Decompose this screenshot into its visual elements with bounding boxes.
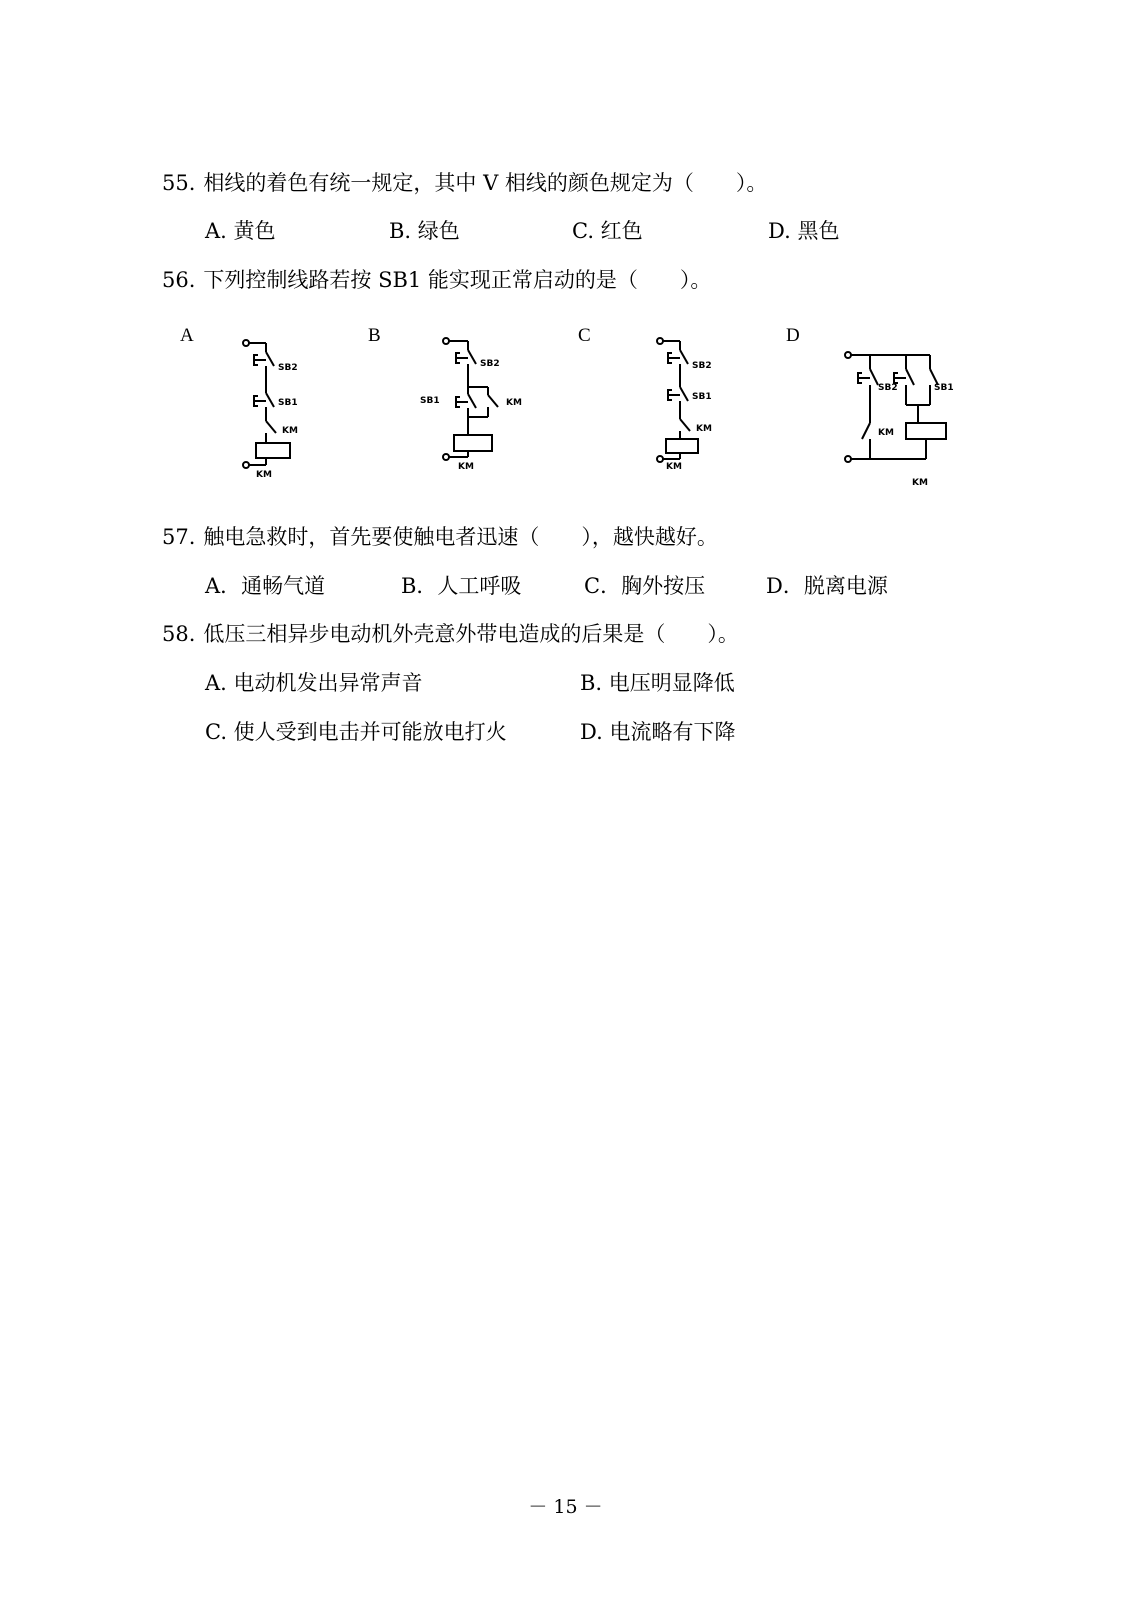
question-number: 57. <box>162 525 196 549</box>
question-55 <box>162 167 767 197</box>
question-58 <box>162 618 739 648</box>
km-coil-label: KM <box>256 470 272 480</box>
question-text: 相线的着色有统一规定，其中 V 相线的颜色规定为（ ）。 <box>203 171 768 195</box>
question-number: 55. <box>162 171 196 195</box>
question-number: 58. <box>162 622 196 646</box>
circuit-diagram-b <box>420 335 540 475</box>
option-55-b[interactable]: B. 绿色 <box>389 219 460 243</box>
circuit-label-d[interactable]: D <box>786 325 800 346</box>
option-58-c[interactable]: C. 使人受到电击并可能放电打火 <box>205 720 507 744</box>
km-coil-label: KM <box>666 462 682 472</box>
option-55-d[interactable]: D. 黑色 <box>768 219 840 243</box>
question-number: 56. <box>162 268 196 292</box>
km-contact-label: KM <box>878 428 894 438</box>
sb1-label: SB1 <box>934 383 954 393</box>
sb2-label: SB2 <box>480 359 500 369</box>
option-57-d[interactable]: D．脱离电源 <box>766 574 888 598</box>
circuit-label-a[interactable]: A <box>180 325 194 346</box>
km-coil-label: KM <box>912 478 928 488</box>
sb2-label: SB2 <box>878 383 898 393</box>
question-text: 下列控制线路若按 SB1 能实现正常启动的是（ ）。 <box>203 268 712 292</box>
option-57-b[interactable]: B．人工呼吸 <box>401 574 522 598</box>
option-57-c[interactable]: C．胸外按压 <box>584 574 706 598</box>
sb1-label: SB1 <box>278 398 298 408</box>
sb2-label: SB2 <box>278 363 298 373</box>
circuit-diagram-d <box>842 345 972 495</box>
page-number: － 15 － <box>528 1496 603 1518</box>
circuit-label-b[interactable]: B <box>368 325 381 346</box>
option-58-b[interactable]: B. 电压明显降低 <box>580 671 735 695</box>
question-57 <box>162 521 718 551</box>
sb2-label: SB2 <box>692 361 712 371</box>
km-contact-label: KM <box>282 426 298 436</box>
option-58-a[interactable]: A. 电动机发出异常声音 <box>205 671 423 695</box>
question-text: 低压三相异步电动机外壳意外带电造成的后果是（ ）。 <box>203 622 739 646</box>
option-57-a[interactable]: A．通畅气道 <box>205 574 326 598</box>
circuit-diagram-a <box>238 335 318 485</box>
circuit-diagram-c <box>652 335 732 475</box>
km-coil-label: KM <box>458 462 474 472</box>
km-contact-label: KM <box>506 398 522 408</box>
question-56 <box>162 264 711 294</box>
sb1-label: SB1 <box>420 396 440 406</box>
option-55-a[interactable]: A. 黄色 <box>205 219 276 243</box>
circuit-label-c[interactable]: C <box>578 325 591 346</box>
option-58-d[interactable]: D. 电流略有下降 <box>580 720 736 744</box>
sb1-label: SB1 <box>692 392 712 402</box>
question-text: 触电急救时，首先要使触电者迅速（ ），越快越好。 <box>203 525 718 549</box>
option-55-c[interactable]: C. 红色 <box>572 219 643 243</box>
km-contact-label: KM <box>696 424 712 434</box>
